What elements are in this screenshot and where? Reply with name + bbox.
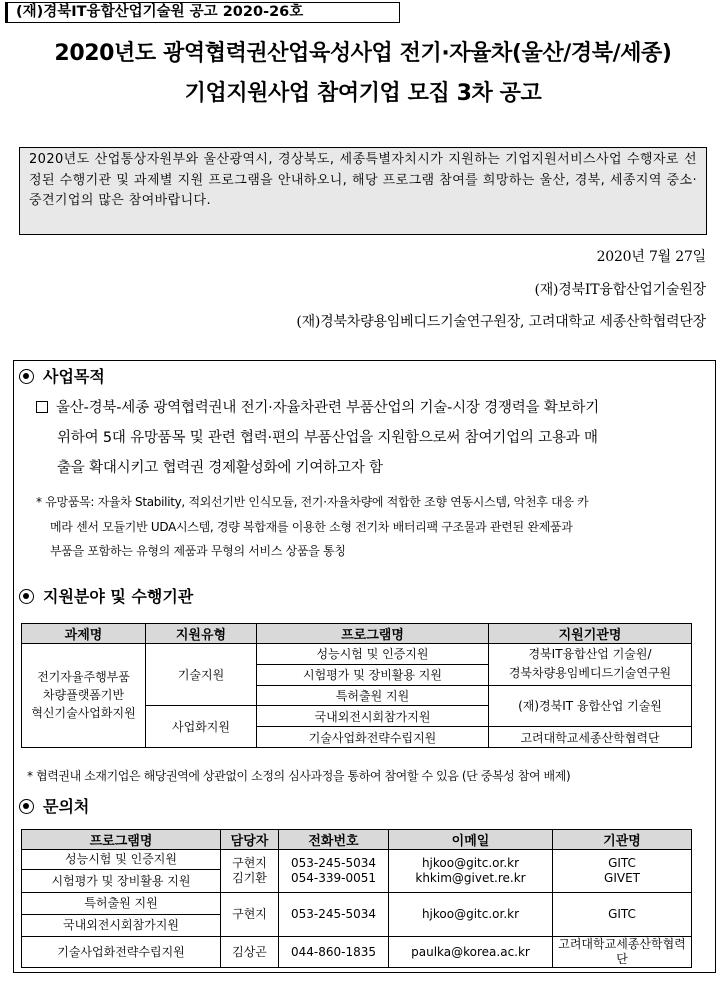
org-cell: 고려대학교세종산학협력단 [553,937,692,968]
program-cell: 기술사업화전략수립지원 [22,937,221,968]
intro-box: 2020년도 산업통상자원부와 울산광역시, 경상북도, 세종특별자치시가 지원하는 기업지원서비스사업 수행자로 선정된 수행기관 및 과제별 지원 프로그램을 안내하오니, 해당 프로그램 참여를 희망하는 울산, 경북, 세종지역 중소·중견기업의 많은 참여바랍니다. [19,147,707,235]
manager-name: 김기환 [232,871,267,885]
phone-number: 054-339-0051 [290,871,376,885]
signatory-2: (재)경북차량용임베디드기술연구원장, 고려대학교 세종산학협력단장 [296,314,706,330]
document-title-line1: 2020년도 광역협력권산업육성사업 전기·자율차(울산/경북/세종) [54,41,672,66]
note-line: 메라 센서 모듈기반 UDA시스템, 경량 복합재를 이용한 소형 전기차 배터리팩 구조물과 관련된 완제품과 [50,519,573,534]
task-name-line: 전기자율주행부품 [37,670,130,685]
manager-cell: 구현지 [221,893,279,937]
email-cell[interactable]: hjkoo@gitc.or.kr [389,893,553,937]
column-header: 프로그램명 [257,624,489,644]
program-cell: 특허출원 지원 [257,685,489,706]
phone-number: 053-245-5034 [290,856,376,870]
program-cell: 기술사업화전략수립지원 [257,727,489,748]
manager-name: 구현지 [232,856,267,870]
manager-cell [221,850,279,893]
phone-cell: 053-245-5034 [279,893,389,937]
program-cell: 시험평가 및 장비활용 지원 [257,664,489,685]
note-line: 부품을 포함하는 유형의 제품과 무형의 서비스 상품을 통칭 [50,544,346,558]
column-header: 담당자 [221,830,279,850]
circle-bullet-icon [19,589,34,604]
table-row [22,937,692,968]
section-title: 사업목적 [43,367,105,386]
circle-bullet-icon [19,369,34,384]
purpose-line-text: 울산-경북-세종 광역협력권내 전기·자율차관련 부품산업의 기술-시장 경쟁력을 확보하기 [56,400,600,416]
participation-note: * 협력권내 소재기업은 해당권역에 상관없이 소정의 심사과정을 통하여 참여할 수 있음 (단 중복성 참여 배제) [27,769,571,783]
agency-cell: (재)경북IT 융합산업 기술원 [489,685,692,727]
section-title: 지원분야 및 수행기관 [43,587,194,606]
program-cell: 성능시험 및 인증지원 [257,644,489,665]
column-header: 이메일 [389,830,553,850]
section-heading-purpose [19,364,105,387]
column-header: 기관명 [553,830,692,850]
support-table [21,623,692,748]
phone-cell [279,850,389,893]
task-name-line: 혁신기술사업화지원 [31,706,136,721]
promising-items-note [36,490,700,564]
table-row [22,893,692,915]
square-bullet-icon [36,401,48,413]
column-header: 전화번호 [279,830,389,850]
purpose-line: 출을 확대시키고 협력권 경제활성화에 기여하고자 함 [57,460,383,476]
document-title-line2: 기업지원사업 참여기업 모집 3차 공고 [184,81,542,106]
org-name: GITC [608,856,636,870]
column-header: 지원기관명 [489,624,692,644]
table-header-row [22,830,692,850]
table-row [22,644,692,665]
notice-number: (재)경북IT융합산업기술원 공고 2020-26호 [5,2,400,23]
circle-bullet-icon [19,799,34,814]
section-title: 문의처 [43,797,90,816]
program-cell: 성능시험 및 인증지원 [22,850,221,870]
purpose-text [36,393,698,483]
org-name: GIVET [604,871,640,885]
phone-cell: 044-860-1835 [279,937,389,968]
agency-line: 경북IT융합산업 기술원/ [528,647,652,662]
contact-table [21,829,692,968]
notice-date: 2020년 7월 27일 [596,249,706,265]
org-cell [553,850,692,893]
section-heading-support [19,584,193,607]
email-cell [389,850,553,893]
task-name-cell [22,644,146,748]
section-heading-contact [19,794,89,817]
purpose-line: 위하여 5대 유망품목 및 관련 협력·편의 부품산업을 지원함으로써 참여기업의 고용과 매 [57,430,598,446]
support-type-cell: 기술지원 [146,644,257,706]
agency-cell: 고려대학교세종산학협력단 [489,727,692,748]
program-cell: 시험평가 및 장비활용 지원 [22,870,221,893]
email-cell[interactable]: paulka@korea.ac.kr [389,937,553,968]
email-address[interactable]: hjkoo@gitc.or.kr [421,856,520,870]
agency-cell [489,644,692,686]
program-cell: 특허출원 지원 [22,893,221,915]
program-cell: 국내외전시회참가지원 [22,915,221,937]
note-line: * 유망품목: 자율차 Stability, 적외선기반 인식모듈, 전기·자율차량에 적합한 조향 연동시스템, 악천후 대응 카 [36,495,589,509]
column-header: 과제명 [22,624,146,644]
signatory-1: (재)경북IT융합산업기술원장 [534,282,706,298]
column-header: 프로그램명 [22,830,221,850]
support-type-cell: 사업화지원 [146,706,257,748]
manager-cell: 김상곤 [221,937,279,968]
column-header: 지원유형 [146,624,257,644]
table-row [22,850,692,870]
org-cell: GITC [553,893,692,937]
purpose-line [36,393,698,423]
email-address[interactable]: khkim@givet.re.kr [415,871,526,885]
task-name-line: 차량플랫폼기반 [42,688,125,703]
program-cell: 국내외전시회참가지원 [257,706,489,727]
table-header-row [22,624,692,644]
agency-line: 경북차량용임베디드기술연구원 [508,666,672,681]
